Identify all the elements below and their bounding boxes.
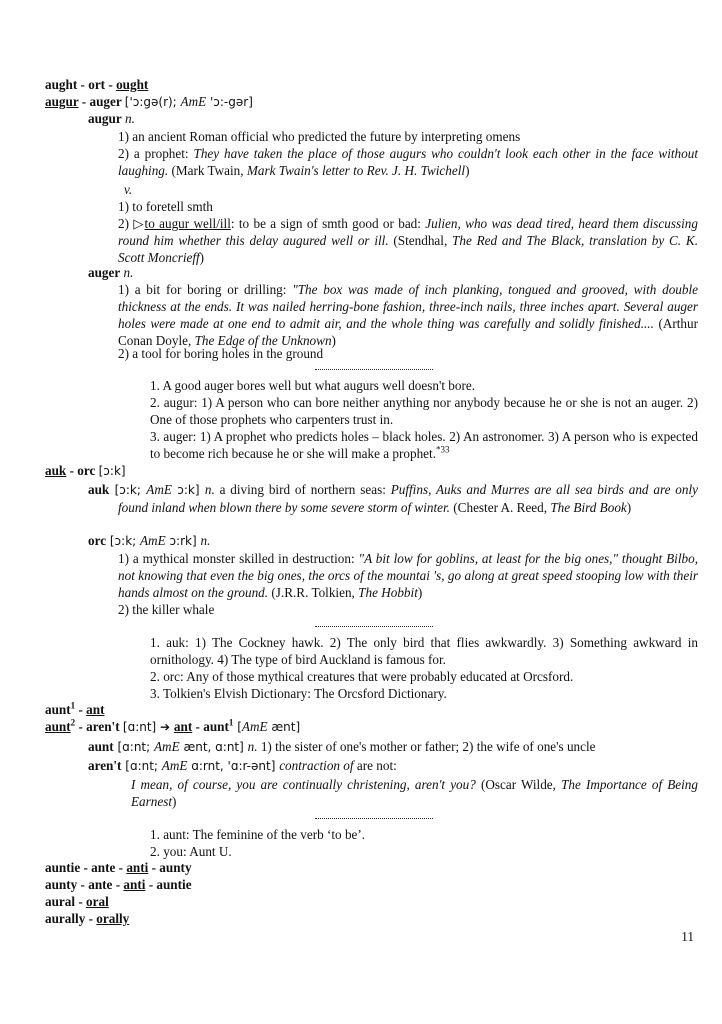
def-text: 1) the sister of one's mother or father; 2) the wife of one's uncle [257,739,596,754]
def-text: : to be a sign of smth good or bad: [230,216,426,231]
underlined-word: ought [116,77,149,92]
ame-label: AmE [161,758,188,773]
source-title: The Red and The Black, translation by C. K. Scott Moncrieff [118,233,698,265]
joke-line: 3. Tolkien's Elvish Dictionary: The Orcsford Dictionary. [150,686,447,701]
ame-label: AmE [180,94,207,109]
example: I mean, of course, you are continually christening, aren't you? [131,777,476,792]
entry-text: - aunt [192,719,229,734]
subentry-headword: auk [88,482,110,497]
divider [315,626,433,627]
definition [118,281,698,349]
ame-label: AmE [241,719,268,734]
entry-auk-orc [45,462,126,480]
subentry-headword: aren't [88,758,122,773]
underlined-word: augur [45,94,79,109]
source: ) [199,250,205,265]
subentry-headword: aunt [88,739,114,754]
pronunciation: ['ɔ:gə(r); [124,95,181,109]
entry-text: aunty - ante - [45,877,124,892]
source-title: The Hobbit [358,585,418,600]
pronunciation: [ɑ:nt] ➔ [122,720,174,734]
pronunciation: [ɔ:k] [98,464,126,478]
example: They have taken the place of those augurs who couldn't look each other in the face without laughing. [118,146,698,178]
pronunciation: [ɔ:k; [106,534,140,548]
homonym-index: 1 [228,717,234,728]
source: ) [465,163,470,178]
underlined-word: anti [123,877,146,892]
ame-label: AmE [153,739,180,754]
source: (Mark Twain, [168,163,247,178]
joke-text: 3. auger: 1) A prophet who predicts holes – black holes. 2) An astronomer. 3) A person who is expected to become rich because he or she will make a prophet. [150,429,698,461]
pronunciation: [ɔ:k; [109,483,147,497]
definition [118,215,698,266]
subentry-aunt [88,738,698,756]
subentry-auk [88,481,698,516]
underlined-word: auk [45,463,67,478]
def-text: 1) a mythical monster skilled in destruction: [118,551,359,566]
definition [118,550,698,601]
pronunciation: ænt, ɑ:nt] [179,740,248,754]
pronunciation: [ɑ:nt; [121,759,162,773]
underlined-word: ant [86,702,105,717]
part-of-speech: n. [204,482,215,497]
def-text: 2) ▷ [118,216,145,231]
source: (Stendhal, [388,233,453,248]
definition: 2) the killer whale [118,602,215,617]
entry-text: - [75,702,87,717]
entry-text: - auntie [145,877,192,892]
source-title: The Edge of the Unknown [194,333,332,348]
example-block [131,776,698,810]
part-of-speech: contraction of [279,758,354,773]
entry-aural [45,893,109,910]
joke-line [150,428,698,462]
pronunciation: [ɑ:nt; [113,740,154,754]
def-text: 2) a prophet: [118,146,194,161]
example: "A bit low for goblins, at least for the big ones," thought Bilbo, not knowing that even the big ones, the orcs of the mountai 's, go along at great speed stooping low with their hands almost on the ground. [118,551,698,600]
entry-text: aught - ort - [45,77,117,92]
ame-label: AmE [146,482,172,497]
part-of-speech: n. [121,111,135,126]
source: ) [626,500,632,515]
source: ) [172,794,177,809]
underlined-word: oral [86,894,109,909]
subentry-headword: auger [88,265,121,280]
pronunciation: 'ɔ:-gər] [206,95,253,109]
definition [118,145,698,179]
underlined-word: anti [126,860,149,875]
entry-aunt2 [45,718,300,736]
def-text: a diving bird of northern seas: [214,482,391,497]
underlined-word: ant [173,719,193,734]
source: (J.R.R. Tolkien, [268,585,359,600]
entry-aunt1 [45,701,104,718]
pronunciation: ɔ:k] [171,483,205,497]
part-of-speech: n. [247,739,258,754]
entry-text: - auger [78,94,125,109]
pronunciation: ɑ:rnt, 'ɑ:r-ənt] [187,759,280,773]
joke-line: 2. orc: Any of those mythical creatures that were probably educated at Orcsford. [150,669,574,684]
source: (Arthur Conan Doyle, [118,316,698,348]
entry-text: aural - [45,894,87,909]
example: Julien, who was dead tired, heard them discussing round him whether this delay augured well or ill. [118,216,698,248]
definition: 2) a tool for boring holes in the ground [118,346,324,361]
source: ) [331,333,336,348]
homonym-index: 2 [70,717,76,728]
part-of-speech [124,181,698,198]
divider [315,369,433,370]
pronunciation: ænt] [267,720,301,734]
entry-text: - aunty [148,860,192,875]
source-title: Mark Twain's letter to Rev. J. H. Twichell [246,163,466,178]
example: Puffins, Auks and Murres are all sea birds and are only found inland when blown there by some severe storm of winter. [118,482,698,515]
subentry-augur [88,110,698,127]
definition: 1) an ancient Roman official who predicted the future by interpreting omens [118,129,521,144]
entry-aunty [45,876,192,893]
subentry-arent [88,757,698,775]
pronunciation: [ [233,720,242,734]
entry-text: - orc [66,463,99,478]
entry-aught [45,76,148,93]
pos-text: v. [124,182,133,197]
idiom: to augur well/ill [144,216,231,231]
source: (Chester A. Reed, [449,500,551,515]
source-title: The Importance of Being Earnest [131,777,698,809]
part-of-speech: n. [120,265,134,280]
entry-auntie [45,859,192,876]
entry-text: aunt [45,702,71,717]
definition: 1) to foretell smth [118,199,213,214]
part-of-speech: n. [200,533,211,548]
example: "The box was made of inch planking, tongued and grooved, with double thickness at the ends. It was nailed herring-bone fashion, three-inch nails, three inches apart. Several auger holes were made at one end to admit air, and the whole thing was carefully and solidly finished.... [118,282,698,331]
homonym-index: 1 [70,700,76,711]
joke-line: 1. aunt: The feminine of the verb ‘to be’. [150,827,366,842]
ame-label: AmE [140,533,166,548]
entry-text: - aren't [75,719,123,734]
footnote-mark: *33 [436,444,450,455]
subentry-auger [88,264,698,281]
entry-augur-auger [45,93,253,111]
joke-line: 2. you: Aunt U. [150,844,232,859]
underlined-word: orally [96,911,130,926]
source: (Oscar Wilde, [475,777,562,792]
def-text: are not: [353,758,397,773]
subentry-headword: orc [88,533,107,548]
page-number: 11 [681,929,694,944]
subentry-orc [88,532,698,550]
entry-text: auntie - ante - [45,860,127,875]
joke-line: 1. A good auger bores well but what augurs well doesn't bore. [150,378,476,393]
source-title: The Bird Book [550,500,627,515]
underlined-word: aunt [45,719,71,734]
pronunciation: ɔ:rk] [165,534,201,548]
source: ) [417,585,423,600]
joke-line: 2. augur: 1) A person who can bore neither anything nor anybody because he or she is not an auger. 2) One of those prophets who carpenters trust in. [150,395,698,427]
entry-aurally [45,910,129,927]
def-text: 1) a bit for boring or drilling: [118,282,293,297]
subentry-headword: augur [88,111,122,126]
joke-line: 1. auk: 1) The Cockney hawk. 2) The only bird that flies awkwardly. 3) Something awkward in ornithology. 4) The type of bird Auckland is famous for. [150,635,698,667]
entry-text: aurally - [45,911,97,926]
divider [315,818,433,819]
